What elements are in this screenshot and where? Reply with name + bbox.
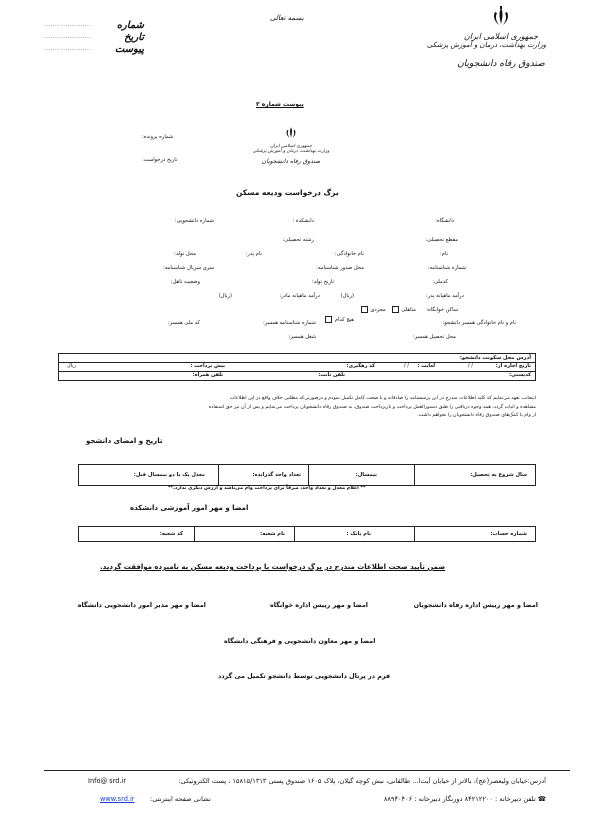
footer-divider: [44, 770, 570, 771]
emblem-icon: [284, 126, 298, 140]
semester-label: نیمسال:: [355, 472, 377, 478]
prepayment-unit: ریال: [67, 363, 76, 369]
dorm-single-label: مجردی: [370, 307, 386, 313]
approval-text: ضمن تأیید صحت اطلاعات مندرج در برگ درخواست با پرداخت ودیعه مسکن به نامبرده موافقت گردید.: [100, 563, 446, 571]
account-number-label: شماره حساب:: [490, 531, 527, 537]
commitment-line: اینجانب تعهد می‌نمایم که کلیه اطلاعات مندرج در این پرسشنامه را صادقانه و با صحت کامل تکمیل نمودم و درصورتی‌که مطلبی خلاف واقع در این اطلاعات: [229, 396, 536, 401]
prepayment-label: پیش پرداخت :: [190, 363, 225, 369]
ministry-line-1: جمهوری اسلامی ایران: [463, 32, 539, 41]
spouse-id-label: شماره شناسنامه همسر:: [263, 320, 316, 326]
dorm-none-checkbox[interactable]: [325, 316, 332, 323]
gpa-label: معدل یک یا دو نیمسال قبل:: [133, 472, 205, 478]
commitment-text: [58, 395, 536, 421]
dots: ......................: [44, 22, 92, 28]
spouse-name-label: نام و نام خانوادگی همسر دانشجو:: [442, 320, 516, 326]
faculty-label: دانشکده :: [292, 218, 314, 224]
mother-income-label: درآمد ماهیانه مادر:: [279, 293, 320, 299]
family-name-label: نام خانوادگی:: [334, 251, 364, 257]
ministry-line-2: وزارت بهداشت، درمان و آموزش پزشکی: [426, 41, 546, 49]
mobile-label: تلفن همراه:: [192, 372, 223, 378]
welfare-head-sign: امضا و مهر رییس اداره رفاه دانشجویان: [413, 601, 538, 609]
id-number-label: شماره شناسنامه:: [427, 265, 466, 271]
address-label: آدرس محل سکونت دانشجو:: [459, 355, 531, 361]
spouse-study-place-label: محل تحصیل همسر:: [412, 334, 456, 340]
ministry-logo: [426, 6, 546, 69]
commitment-line: از وام یا کمک‌های صندوق رفاه دانشجویان را نخواهم داشت.: [417, 413, 536, 418]
case-number-label: شماره پرونده:: [142, 134, 174, 140]
birthplace-label: محل تولد:: [174, 251, 196, 257]
stamp-block: [44, 20, 144, 56]
rent-from-value: / /: [468, 363, 473, 369]
address-table-row: [59, 372, 535, 380]
portal-note: فرم در پرتال دانشجویی توسط دانشجو تکمیل می گردد: [218, 672, 391, 680]
rent-to-label: لغایت :: [417, 363, 435, 369]
student-number-label: شماره دانشجویی:: [174, 218, 214, 224]
number-label: شماره: [116, 20, 144, 31]
education-table: [78, 464, 536, 486]
footer-site-link[interactable]: www.srd.ir: [100, 795, 135, 803]
branch-code-label: کد شعبه:: [159, 531, 183, 537]
rent-from-label: تاریخ اجاره از:: [495, 363, 531, 369]
dorm-head-sign: امضا و مهر رییس اداره خوابگاه: [269, 601, 368, 609]
dorm-married-label: متاهلی: [401, 307, 416, 313]
mother-income-unit: (ریال): [218, 293, 232, 299]
branch-name-label: نام شعبه:: [260, 531, 285, 537]
dorm-none: [324, 316, 354, 323]
attachment-label: پیوست: [114, 44, 144, 55]
start-year-label: سال شروع به تحصیل:: [470, 472, 527, 478]
dorm-none-label: هیچ کدام: [334, 317, 354, 323]
date-label: تاریخ: [124, 32, 144, 43]
gpa-note: ** اعلام معدل و تعداد واحد، صرفاً برای پرداخت وام می‌باشد و ارزش دیگری ندارد.**: [168, 486, 366, 491]
postal-code-label: کدپستی:: [509, 372, 531, 378]
national-code-label: کدملی:: [432, 279, 448, 285]
marital-status-label: وضعیت تاهل:: [170, 279, 200, 285]
student-sign-label: تاریخ و امضای دانشجو: [86, 437, 163, 445]
basmala: بسمه تعالی: [270, 14, 304, 22]
birth-date-label: تاریخ تولد:: [311, 279, 334, 285]
dorm-options: [360, 306, 416, 313]
form-logo-line-3: صندوق رفاه دانشجویان: [261, 158, 321, 165]
id-serial-label: سری سریال شناسنامه:: [163, 265, 214, 271]
major-label: رشته تحصیلی:: [282, 237, 314, 243]
annex-number: پیوست شماره ۳: [256, 101, 304, 108]
form-logo: [248, 125, 334, 165]
father-income-label: درآمد ماهیانه پدر:: [426, 293, 464, 299]
dorm-married-checkbox[interactable]: [392, 306, 399, 313]
address-table-row: [59, 363, 535, 371]
dots: ......................: [44, 46, 92, 52]
units-passed-label: تعداد واحد گذرانده:: [252, 472, 301, 478]
name-label: نام:: [440, 251, 448, 257]
dorm-label: ساکن خوابگاه:: [426, 307, 458, 313]
dorm-single-checkbox[interactable]: [361, 306, 368, 313]
spouse-national-code-label: کد ملی همسر:: [167, 320, 200, 326]
footer-phone: ☎ تلفن دبیرخانه : ۸۴۲۱۲۲۰۰ دورنگار دبیرخانه : ۸۸۹۴۰۴۰۶: [383, 795, 546, 803]
address-table: [58, 353, 536, 381]
spouse-job-label: شغل همسر:: [288, 334, 316, 340]
landline-label: تلفن ثابت:: [318, 372, 345, 378]
student-affairs-director-sign: امضا و مهر مدیر امور دانشجویی دانشگاه: [77, 601, 206, 609]
footer-email[interactable]: Info@ srd.ir: [88, 777, 127, 785]
form-logo-line-1: جمهوری اسلامی ایران: [270, 144, 312, 149]
id-issue-place-label: محل صدور شناسنامه:: [316, 265, 364, 271]
footer-site-label: نشانی صفحه اینترنتی:: [150, 795, 211, 803]
degree-label: مقطع تحصیلی:: [425, 237, 458, 243]
rent-to-value: / /: [404, 363, 409, 369]
bank-table: [78, 526, 536, 542]
tracking-code-label: کد رهگیری:: [346, 363, 375, 369]
father-name-label: نام پدر:: [245, 251, 262, 257]
emblem-icon: [490, 6, 512, 28]
university-label: دانشگاه:: [435, 218, 454, 224]
edu-office-sign-label: امضا و مهر امور آموزشی دانشکده: [130, 504, 249, 512]
form-title: برگ درخواست ودیعه مسکن: [236, 188, 339, 197]
ministry-line-3: صندوق رفاه دانشجویان: [457, 59, 545, 69]
request-date-label: تاریخ درخواست:: [142, 157, 178, 163]
commitment-line: مشاهده و اثبات گردد، همه وجوه دریافتی را طبق دستورالعمل پرداخت و بازپرداخت صندوق، به صندوق رفاه دانشجویان پرداخت می‌نمایم و پس از آن نیز حق استفاده: [208, 404, 536, 410]
footer-address: آدرس:خیابان ولیعصر(عج)، بالاتر از خیابان آیت‌ا... طالقانی، نبش کوچه گیلان، پلاک ۱۶۰۵ صندوق پستی ۱۵۸۱۵/۱۳۱۳ ، پست الکترونیکی:: [178, 777, 546, 785]
deputy-sign: امضا و مهر معاون دانشجویی و فرهنگی دانشگاه: [224, 637, 376, 645]
bank-name-label: نام بانک :: [346, 531, 371, 537]
form-logo-line-2: وزارت بهداشت، درمان و آموزش پزشکی: [252, 149, 330, 154]
dots: ......................: [44, 34, 92, 40]
father-income-unit: (ریال): [340, 293, 354, 299]
